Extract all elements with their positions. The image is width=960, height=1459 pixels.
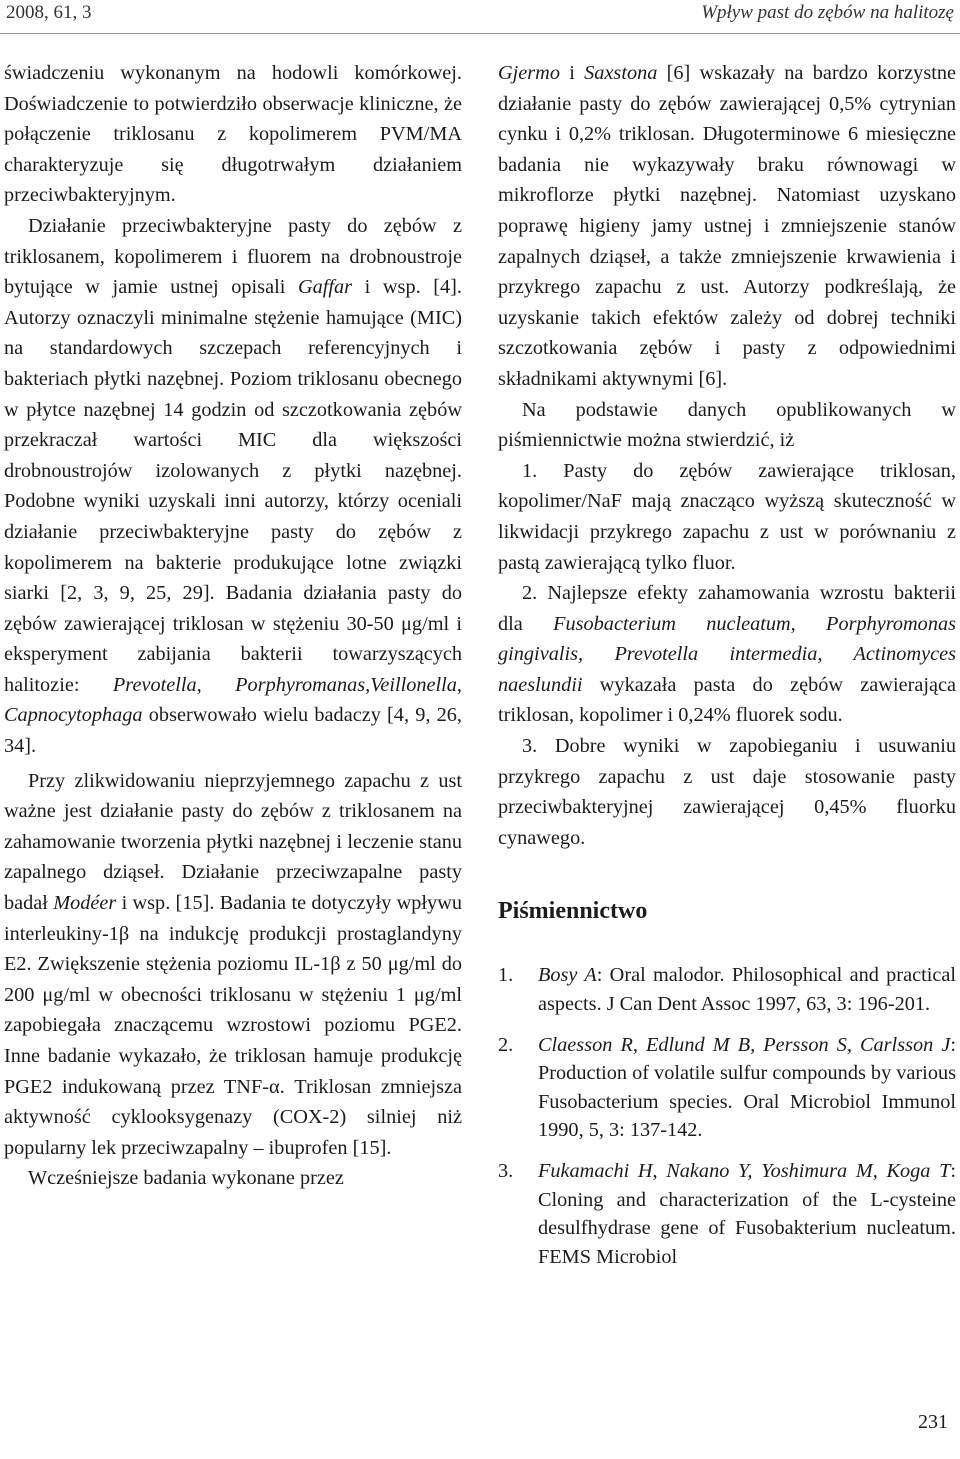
body-paragraph: Na podstawie danych opublikowanych w piśmiennictwie można stwierdzić, iż <box>498 398 956 452</box>
reference-text: : Production of volatile sulfur compounds by various Fusobacterium species. Oral Microbiol Immunol 1990, 5, 3: 137-142. <box>538 1033 956 1142</box>
body-paragraph <box>4 766 462 1164</box>
reference-number: 3. <box>498 1160 514 1182</box>
body-paragraph: świadczeniu wykonanym na hodowli komórkowej. Doświadczenie to potwierdziło obserwacje kliniczne, że połączenie triklosanu z kopolimerem PVM/MA charakteryzuje się długotrwałym działaniem przeciwbakteryjnym. <box>4 62 462 207</box>
running-header-citation: 2008, 61, 3 <box>6 2 92 23</box>
reference-number: 2. <box>498 1033 514 1056</box>
author-name: Modéer <box>53 892 117 915</box>
reference-number: 1. <box>498 964 514 987</box>
bacteria-names: Fusobacterium nucleatum, Porphyromonas gingivalis, Prevotella intermedia, Actinomyces naeslundii <box>498 612 956 696</box>
reference-text: : Cloning and characterization of the L-cysteine desulfhydrase gene of Fusobakterium nucleatum. FEMS Microbiol <box>538 1160 956 1268</box>
author-name: Saxstona <box>584 62 658 84</box>
reference-authors: Fukamachi H, Nakano Y, Yoshimura M, Koga T <box>538 1160 951 1182</box>
paragraph-text: wykazała pasta do zębów zawierająca triklosan, kopolimer i 0,24% fluorek sodu. <box>498 673 956 727</box>
header-rule <box>0 33 960 34</box>
reference-text: : Oral malodor. Philosophical and practical aspects. J Can Dent Assoc 1997, 63, 3: 196-201. <box>538 964 956 1016</box>
paragraph-text: i wsp. [15]. Badania te dotyczyły wpływu interleukiny-1β na indukcję produkcji prostaglandyny E2. Zwiększenie stężenia poziomu IL-1β z 50 μg/ml do 200 μg/ml w obecności triklosanu w stężeniu 1 μg/ml zapobiegała znaczącemu wzrostowi poziomu PGE2. Inne badanie wykazało, że triklosan hamuje produkcję PGE2 indukowaną przez TNF-α. Triklosan zmniejsza aktywność cyklooksygenazy (COX-2) silniej niż popularny lek przeciwzapalny – ibuprofen [15]. <box>4 892 462 1159</box>
paragraph-text: 2. Najlepsze efekty zahamowania wzrostu bakterii dla <box>498 582 956 635</box>
page-number: 231 <box>918 1411 948 1433</box>
left-column <box>4 58 462 1194</box>
conclusion-item: 1. Pasty do zębów zawierające triklosan, kopolimer/NaF mają znacząco wyższą skuteczność w likwidacji przykrego zapachu z ust w porównaniu z pastą zawierającą tylko fluor. <box>498 459 956 574</box>
paragraph-text: i wsp. [4]. Autorzy oznaczyli minimalne stężenie hamujące (MIC) na standardowych szczepach referencyjnych i bakteriach płytki nazębnej. Poziom triklosanu obecnego w płytce nazębnej 14 godzin od szczotkowania zębów przekraczał wartości MIC dla większości drobnoustrojów izolowanych z płytki nazębnej. Podobne wyniki uzyskali inni autorzy, którzy oceniali działanie przeciwbakteryjne pasty do zębów z kopolimerem na bakterie produkujące lotne związki siarki [2, 3, 9, 25, 29]. Badania działania pasty do zębów zawierającej triklosan w stężeniu 30-50 μg/ml i eksperyment zabijania bakterii towarzyszących halitozie: <box>4 276 462 696</box>
reference-item <box>498 1031 956 1145</box>
paragraph-text: [6] wskazały na bardzo korzystne działanie pasty do zębów zawierającej 0,5% cytrynian cynku i 0,2% triklosan. Długoterminowe 6 miesięczne badania nie wykazywały braku równowagi w mikroflorze płytki nazębnej. Natomiast uzyskano poprawę higieny jamy ustnej i zmniejszenie stanów zapalnych dziąseł, a także zmniejszenie krwawienia i przykrego zapachu z ust. Autorzy podkreślają, że uzyskanie takich efektów zależy od dobrej techniki szczotkowania zębów i pasty z odpowiednimi składnikami aktywnymi [6]. <box>498 62 956 390</box>
author-name: Gjermo <box>498 62 560 84</box>
paragraph-text: obserwowało wielu badaczy [4, 9, 26, 34]. <box>4 704 462 758</box>
body-paragraph <box>498 58 956 395</box>
paragraph-text: i <box>559 62 585 84</box>
right-column <box>498 58 956 1283</box>
reference-item <box>498 1157 956 1271</box>
reference-item <box>498 961 956 1018</box>
body-paragraph: Wcześniejsze badania wykonane przez <box>28 1167 344 1190</box>
conclusion-item <box>498 578 956 731</box>
bacteria-names: Prevotella, Porphyromanas,Veillonella, Capnocytophaga <box>4 673 462 727</box>
references-heading: Piśmiennictwo <box>498 898 648 925</box>
paragraph-text: Przy zlikwidowaniu nieprzyjemnego zapachu z ust ważne jest działanie pasty do zębów z triklosanem na zahamowanie tworzenia płytki nazębnej i leczenie stanu zapalnego dziąseł. Działanie przeciwzapalne pasty badał <box>4 769 462 915</box>
author-name: Gaffar <box>297 276 353 299</box>
body-paragraph <box>4 211 462 762</box>
reference-authors: Bosy A <box>538 964 597 987</box>
paragraph-text: Działanie przeciwbakteryjne pasty do zębów z triklosanem, kopolimerem i fluorem na drobnoustroje bytujące w jamie ustnej opisali <box>4 214 462 299</box>
reference-authors: Claesson R, Edlund M B, Persson S, Carlsson J <box>538 1033 951 1056</box>
running-header-title: Wpływ past do zębów na halitozę <box>701 2 954 23</box>
conclusion-item: 3. Dobre wyniki w zapobieganiu i usuwaniu przykrego zapachu z ust daje stosowanie pasty przeciwbakteryjnej zawierającej 0,45% fluorku cynawego. <box>498 735 956 849</box>
